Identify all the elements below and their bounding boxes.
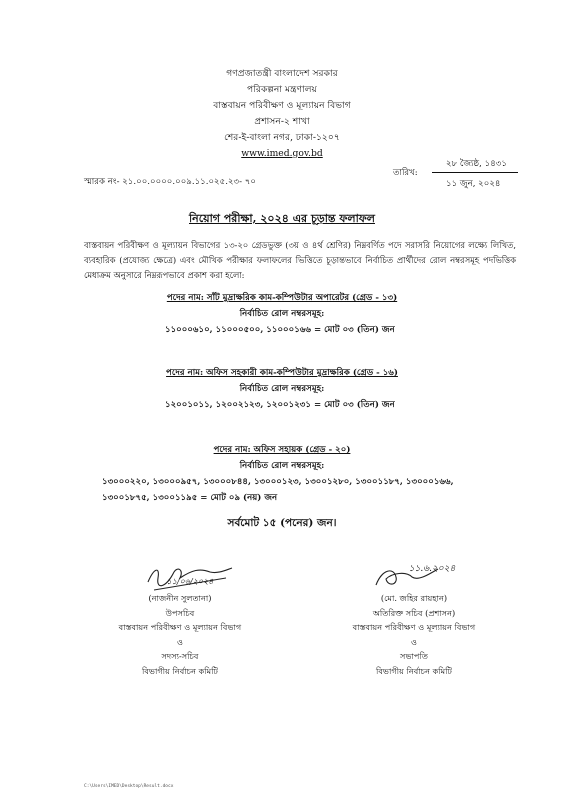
intro-paragraph: বাস্তবায়ন পরিবীক্ষণ ও মূল্যায়ন বিভাগের ১৩-২০ গ্রেডভুক্ত (৩য় ও ৪র্থ শ্রেণির) নিম্নবর্ণিত পদে সরাসরি নিয়োগের লক্ষ্যে লিখিত, ব্যবহারিক (প্রযোজ্য ক্ষেত্রে) এবং মৌখিক পরীক্ষার ফলাফলের ভিত্তিতে চূড়ান্তভাবে নির্বাচিত প্রার্থীদের রোল নম্বরসমূহ পদভিত্তিক মেধাক্রম অনুসারে নিম্নরূপভাবে প্রকাশ করা হলো: bbox=[84, 240, 516, 280]
memo-reference: স্মারক নং- ২১.০০.০০০০.০০৯.১১.০২৫.২৩- ৭০ bbox=[84, 177, 256, 187]
division-name: বাস্তবায়ন পরিবীক্ষণ ও মূল্যায়ন বিভাগ bbox=[213, 100, 351, 111]
signature-left-date: ১১/০৬/২০২৪ bbox=[166, 577, 214, 586]
website-link[interactable]: www.imed.gov.bd bbox=[241, 148, 323, 159]
post-title-3: পদের নাম: অফিস সহায়ক (গ্রেড - ২০) bbox=[213, 445, 351, 455]
roll-label-2: নির্বাচিত রোল নম্বরসমূহ: bbox=[239, 384, 325, 394]
signatory-left-department: বাস্তবায়ন পরিবীক্ষণ ও মূল্যায়ন বিভাগ bbox=[118, 622, 242, 632]
letterhead bbox=[0, 66, 564, 162]
signatory-right-designation: অতিরিক্ত সচিব (প্রশাসন) bbox=[372, 607, 456, 618]
signature-right-block bbox=[304, 591, 524, 678]
signature-left-block bbox=[70, 591, 290, 678]
roll-list-3-line-2: ১৩০০১৮৭৫, ১৩০০১১৯৫ = মোট ০৯ (নয়) জন bbox=[102, 493, 278, 503]
date-english: ১১ জুন, ২০২৪ bbox=[446, 179, 501, 189]
page-title: নিয়োগ পরীক্ষা, ২০২৪ এর চূড়ান্ত ফলাফল bbox=[189, 212, 375, 225]
roll-list-2: ১২০০১০১১, ১২০০২১২৩, ১২০০১২৩১ = মোট ০৩ (তিন) জন bbox=[165, 400, 395, 410]
signatory-right-name: (মো. জহির রায়হান) bbox=[380, 593, 448, 603]
post-title-1: পদের নাম: সাঁট মুদ্রাক্ষরিক কাম-কম্পিউটার অপারেটর (গ্রেড - ১৩) bbox=[166, 293, 398, 303]
ministry-name: পরিকল্পনা মন্ত্রণালয় bbox=[247, 84, 317, 95]
signatory-left-role: সদস্য-সচিব bbox=[161, 651, 199, 661]
post-title-2: পদের নাম: অফিস সহকারী কাম-কম্পিউটার মুদ্রাক্ষরিক (গ্রেড - ১৬) bbox=[166, 368, 398, 378]
govt-name: গণপ্রজাতন্ত্রী বাংলাদেশ সরকার bbox=[226, 68, 338, 79]
grand-total: সর্বমোট ১৫ (পনের) জন। bbox=[227, 517, 337, 529]
signatory-left-committee: বিভাগীয় নির্বাচন কমিটি bbox=[142, 665, 218, 676]
roll-label-1: নির্বাচিত রোল নম্বরসমূহ: bbox=[239, 309, 325, 319]
signatory-right-department: বাস্তবায়ন পরিবীক্ষণ ও মূল্যায়ন বিভাগ bbox=[352, 622, 476, 632]
signatory-right-role: সভাপতি bbox=[400, 651, 428, 661]
signatory-right-committee: বিভাগীয় নির্বাচন কমিটি bbox=[376, 665, 452, 676]
date-divider bbox=[432, 172, 518, 173]
address: শের-ই-বাংলা নগর, ঢাকা-১২০৭ bbox=[224, 132, 340, 143]
footer-file-path: C:\Users\IMED\Desktop\Result.docx bbox=[84, 784, 174, 789]
roll-list-3-line-1: ১৩০০০২২০, ১৩০০০৯৫৭, ১৩০০০৮৪৪, ১৩০০০১২৩, ১৩০০১২৮০, ১৩০০১১৮৭, ১৩০০০১৬৬, bbox=[102, 477, 454, 487]
signatory-left-conjunction: ও bbox=[176, 636, 184, 647]
date-label: তারিখ: bbox=[393, 168, 418, 178]
signatory-right-conjunction: ও bbox=[410, 636, 418, 647]
signature-right-date: ১১.৬.২০২৪ bbox=[408, 564, 456, 574]
roll-list-1: ১১০০০৬১০, ১১০০০৫০০, ১১০০০১৬৬ = মোট ০৩ (তিন) জন bbox=[165, 325, 395, 335]
section-name: প্রশাসন-২ শাখা bbox=[254, 116, 310, 127]
signatory-left-designation: উপসচিব bbox=[165, 607, 195, 618]
roll-label-3: নির্বাচিত রোল নম্বরসমূহ: bbox=[239, 461, 325, 471]
signatory-left-name: (নাজনীন সুলতানা) bbox=[148, 593, 212, 603]
date-bangla: ২৮ জ্যৈষ্ঠ, ১৪৩১ bbox=[446, 159, 507, 169]
